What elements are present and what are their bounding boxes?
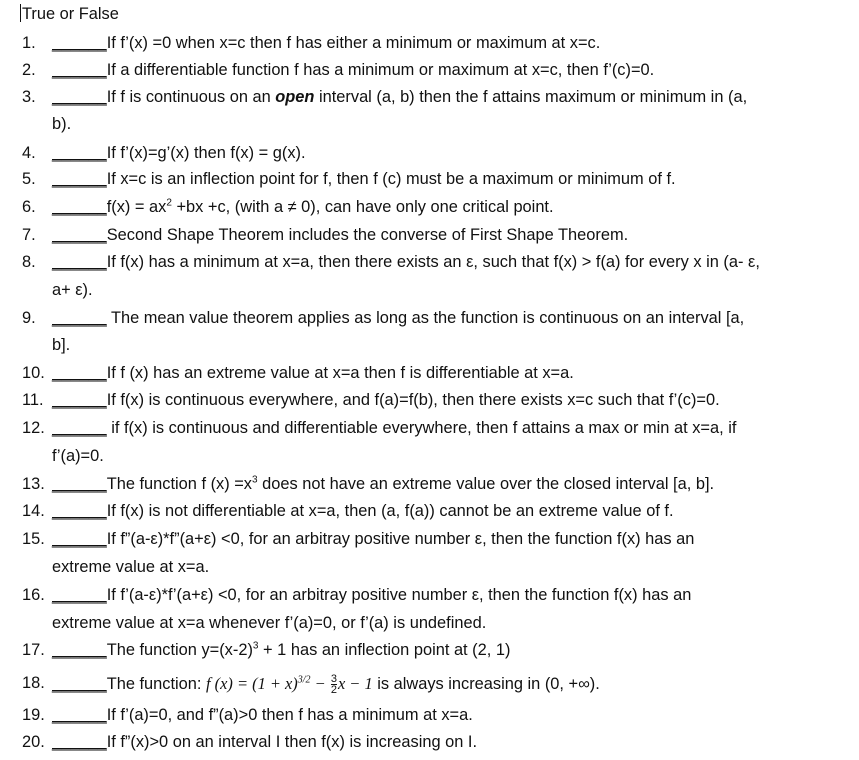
question-number: 18. xyxy=(22,674,45,692)
question-text: The function f (x) =x xyxy=(106,475,253,493)
fraction: $\frac{3}{2}$ xyxy=(330,673,337,697)
answer-blank[interactable]: ______ xyxy=(52,419,107,437)
question-number: 16. xyxy=(22,586,45,604)
question-text: The function y=(x-2) xyxy=(106,641,253,659)
question-text: The mean value theorem applies as long as the function is continuous on an interval [a, xyxy=(106,309,745,327)
answer-blank[interactable]: ______ xyxy=(52,641,107,659)
question-number: 1. xyxy=(22,34,36,52)
question-text: If f(x) is not differentiable at x=a, then (a, f(a)) cannot be an extreme value of f. xyxy=(106,502,674,520)
answer-blank[interactable]: ______ xyxy=(52,586,107,604)
question-text: interval (a, b) then the f attains maximum or minimum in (a, xyxy=(314,88,748,106)
answer-blank[interactable]: ______ xyxy=(52,502,107,520)
question-number: 3. xyxy=(22,88,36,106)
question-number: 11. xyxy=(22,391,44,409)
answer-blank[interactable]: ______ xyxy=(52,706,107,724)
question-text: + 1 has an inflection point at (2, 1) xyxy=(258,641,511,659)
math-expression: f (x) = (1 + x) xyxy=(206,674,298,693)
answer-blank[interactable]: ______ xyxy=(52,226,107,244)
question-text: If f’(a)=0, and f”(a)>0 then f has a minimum at x=a. xyxy=(106,706,473,724)
question-number: 19. xyxy=(22,706,45,724)
question-number: 7. xyxy=(22,226,36,244)
question-text: If f”(x)>0 on an interval I then f(x) is increasing on I. xyxy=(106,733,478,751)
question-text: If a differentiable function f has a minimum or maximum at x=c, then f’(c)=0. xyxy=(106,61,655,79)
question-number: 5. xyxy=(22,170,36,188)
question-number: 14. xyxy=(22,502,45,520)
question-number: 4. xyxy=(22,144,36,162)
answer-blank[interactable]: ______ xyxy=(52,170,107,188)
question-text: If f (x) has an extreme value at x=a then f is differentiable at x=a. xyxy=(106,364,574,382)
question-text: f(x) = ax xyxy=(106,198,167,216)
question-number: 17. xyxy=(22,641,45,659)
emphasis-open: open xyxy=(275,88,315,106)
answer-blank[interactable]: ______ xyxy=(52,675,107,693)
question-number: 8. xyxy=(22,253,36,271)
question-text: If f(x) is continuous everywhere, and f(a)=f(b), then there exists x=c such that f’(c)=0. xyxy=(106,391,720,409)
question-number: 9. xyxy=(22,309,36,327)
worksheet-page: True or False 1. ______If f’(x) =0 when x=c then f has either a minimum or maximum at x=c. 2. ______If a differentiable function f has a minimum or maximum at x=c, then f’(c)=0. 3. ______If f is continuous on an open interval (a, b) then the f attains maximum or minimum in (a, b). 4. ______If f’(x)=g’(x) then f(x) = g(x). 5. ______If x=c is an inflection point for f, then f (c) must be a maximum or minimum of f. 6. ______f(x) = $ax^2 +bx +c$, (with a ≠ 0), can have only one critical point. 7. ______Second Shape Theorem includes the converse of First Shape Theorem. 8. ______If f(x) has a minimum at x=a, then there exists an ε, such that f(x) > f(a) for every x in (a- ε, a+ ε). 9. ______ The mean value theorem applies as long as the function is continuous on an interval [a, b]. 10. ______If f (x) has an extreme value at x=a then f is differentiable at x=a. 11. ______If f(x) is continuous everywhere, and f(a)=f(b), then there exists x=c such that f’(c)=0. 12. ______ if f(x) is continuous and differentiable everywhere, then f attains a max or min at x=a, if f’(a)=0. 13. ______The function f $(x) =x^3$ does not have an extreme value over the closed interval [a, b]. 14. ______If f(x) is not differentiable at x=a, then (a, f(a)) cannot be an extreme value of f. 15. ______If f”(a-ε)*f”(a+ε) <0, for an arbitray positive number ε, then the function f(x) has an extreme value at x=a. 16. ______If f’(a-ε)*f’(a+ε) <0, for an arbitray positive number ε, then the function f(x) has an extreme value at x=a whenever f’(a)=0, or f’(a) is undefined. 17. ______The function $y=(x-2)^3 + 1$ has an inflection point at (2, 1) 18. ______The function: f $(x) = (1 + x)^{3/2}$ − $\frac{3}{2}$ x − 1 is always increasing in (0, +∞). 19. ______If f’(a)=0, and f”(a)>0 then f has a minimum at x=a. 20. ______If f”(x)>0 on an interval I then f(x) is increasing on I. xyxy=(0,0,859,760)
answer-blank[interactable]: ______ xyxy=(52,530,107,548)
question-text: If f’(x) =0 when x=c then f has either a minimum or maximum at x=c. xyxy=(106,34,601,52)
question-text: If x=c is an inflection point for f, then f (c) must be a maximum or minimum of f. xyxy=(106,170,676,188)
question-text: is always increasing in (0, +∞). xyxy=(372,675,600,693)
question-number: 12. xyxy=(22,419,45,437)
question-text: If f’(a-ε)*f’(a+ε) <0, for an arbitray positive number ε, then the function f(x) has an xyxy=(106,586,692,604)
question-number: 13. xyxy=(22,475,45,493)
question-text: The function: xyxy=(106,675,207,693)
answer-blank[interactable]: ______ xyxy=(52,364,107,382)
answer-blank[interactable]: ______ xyxy=(52,309,107,327)
question-number: 2. xyxy=(22,61,36,79)
answer-blank[interactable]: ______ xyxy=(52,733,107,751)
answer-blank[interactable]: ______ xyxy=(52,144,107,162)
answer-blank[interactable]: ______ xyxy=(52,34,107,52)
answer-blank[interactable]: ______ xyxy=(52,198,107,216)
question-text: If f(x) has a minimum at x=a, then there exists an ε, such that f(x) > f(a) for every x in (a- ε, xyxy=(106,253,760,271)
answer-blank[interactable]: ______ xyxy=(52,475,107,493)
worksheet-title: True or False xyxy=(22,5,119,23)
question-text: If f’(x)=g’(x) then f(x) = g(x). xyxy=(106,144,306,162)
question-number: 20. xyxy=(22,733,45,751)
text-cursor xyxy=(20,4,21,22)
answer-blank[interactable]: ______ xyxy=(52,253,107,271)
question-text: Second Shape Theorem includes the converse of First Shape Theorem. xyxy=(106,226,629,244)
answer-blank[interactable]: ______ xyxy=(52,88,107,106)
question-text: +bx +c, (with a ≠ 0), can have only one critical point. xyxy=(171,198,554,216)
question-number: 10. xyxy=(22,364,45,382)
question-text: If f is continuous on an xyxy=(106,88,276,106)
question-text: If f”(a-ε)*f”(a+ε) <0, for an arbitray positive number ε, then the function f(x) has an xyxy=(106,530,695,548)
question-number: 6. xyxy=(22,198,36,216)
question-text: does not have an extreme value over the closed interval [a, b]. xyxy=(257,475,715,493)
answer-blank[interactable]: ______ xyxy=(52,391,107,409)
question-number: 15. xyxy=(22,530,45,548)
answer-blank[interactable]: ______ xyxy=(52,61,107,79)
question-text: if f(x) is continuous and differentiable everywhere, then f attains a max or min at x=a, if xyxy=(106,419,737,437)
